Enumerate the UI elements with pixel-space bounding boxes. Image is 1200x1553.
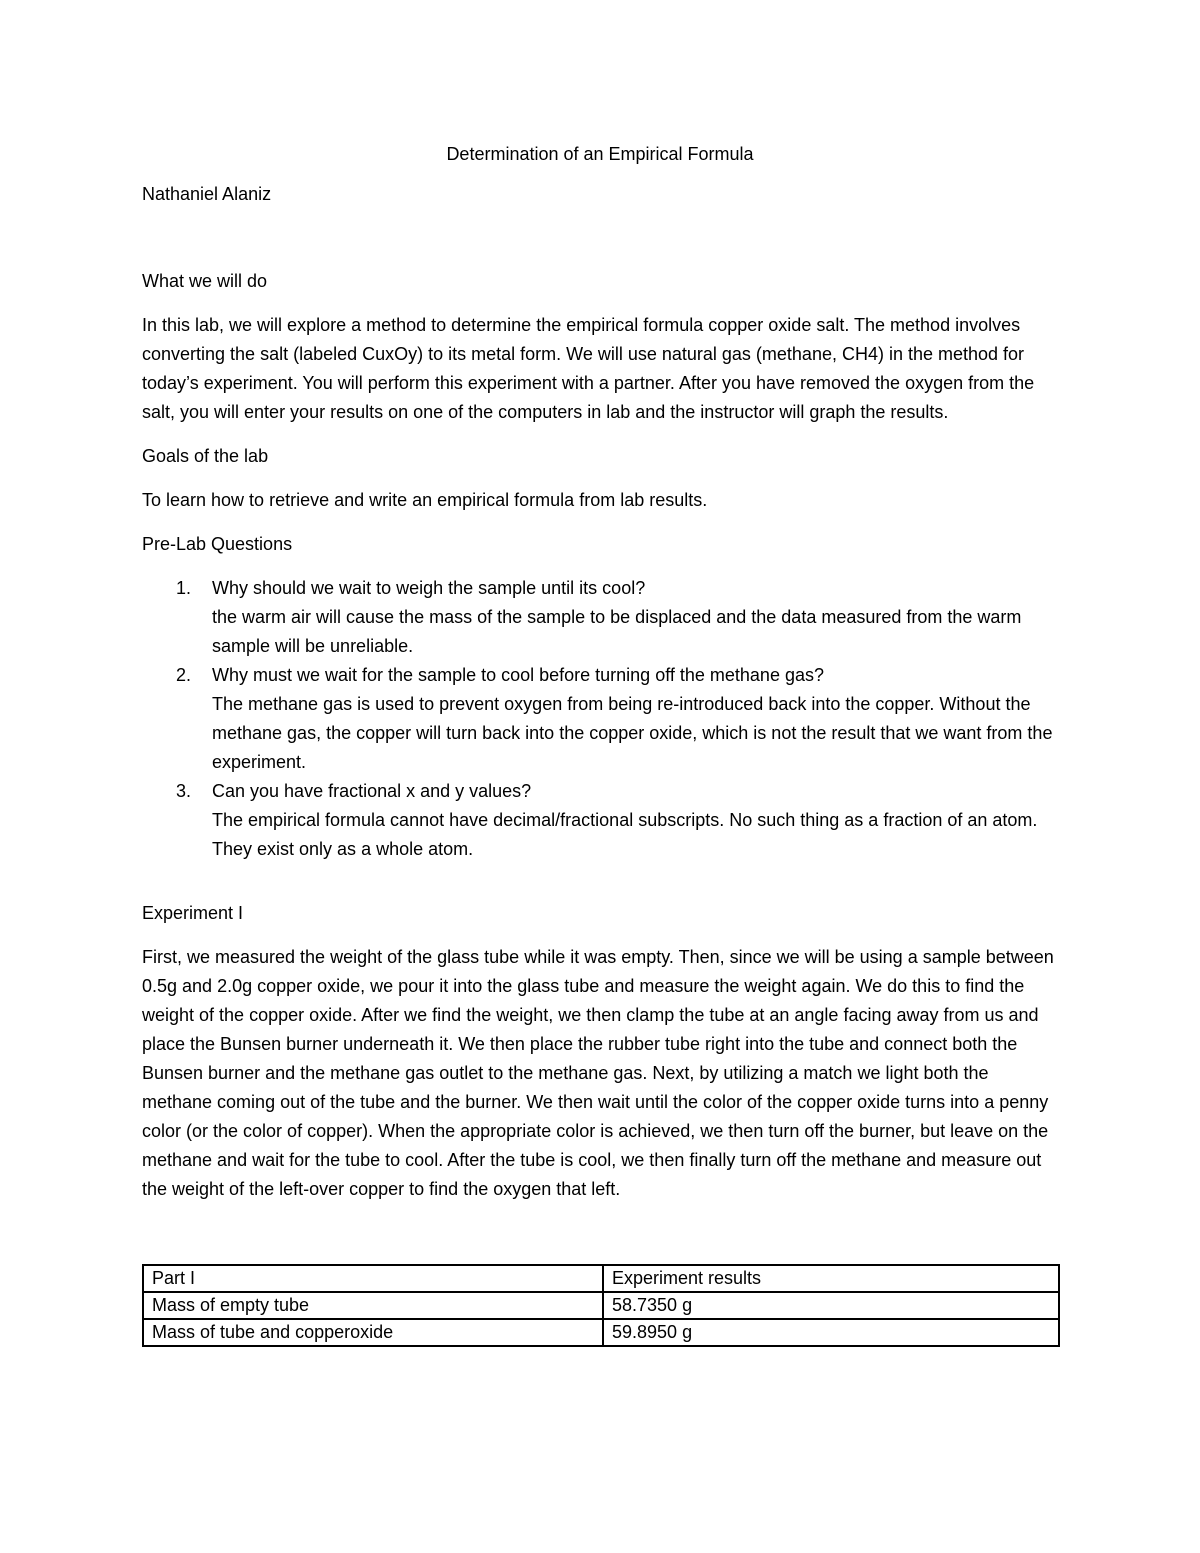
table-cell: Mass of tube and copperoxide	[143, 1319, 603, 1346]
list-item	[142, 574, 1058, 661]
table-cell: Mass of empty tube	[143, 1292, 603, 1319]
question-text: Can you have fractional x and y values?	[212, 781, 532, 801]
experiment-body: First, we measured the weight of the glass tube while it was empty. Then, since we will be using a sample between 0.5g and 2.0g copper oxide, we pour it into the glass tube and measure the weight again. We do this to find the weight of the copper oxide. After we find the weight, we then clamp the tube at an angle facing away from us and place the Bunsen burner underneath it. We then place the rubber tube right into the tube and connect both the Bunsen burner and the methane gas outlet to the methane gas. Next, by utilizing a match we light both the methane coming out of the tube and the burner. We then wait until the color of the copper oxide turns into a penny color (or the color of copper). When the appropriate color is achieved, we then turn off the burner, but leave on the methane and wait for the tube to cool. After the tube is cool, we then finally turn off the methane and measure out the weight of the left-over copper to find the oxygen that left.	[142, 947, 1054, 1199]
what-body: In this lab, we will explore a method to determine the empirical formula copper oxide salt. The method involves converting the salt (labeled CuxOy) to its metal form. We will use natural gas (methane, CH4) in the method for today’s experiment. You will perform this experiment with a partner. After you have removed the oxygen from the salt, you will enter your results on one of the computers in lab and the instructor will graph the results.	[142, 315, 1035, 422]
answer-text: The empirical formula cannot have decimal/fractional subscripts. No such thing as a fraction of an atom. They exist only as a whole atom.	[212, 810, 1038, 859]
what-heading: What we will do	[142, 271, 268, 291]
document-title: Determination of an Empirical Formula	[446, 144, 754, 164]
table-header-cell: Part I	[143, 1265, 603, 1292]
table-row	[143, 1319, 1059, 1346]
results-table	[142, 1264, 1060, 1347]
list-item	[142, 777, 1058, 864]
question-number: 3.	[176, 781, 192, 801]
answer-text: The methane gas is used to prevent oxygen from being re-introduced back into the copper. Without the methane gas, the copper will turn back into the copper oxide, which is not the result that we want from the experiment.	[212, 694, 1053, 772]
table-header-cell: Experiment results	[603, 1265, 1059, 1292]
prelab-heading: Pre-Lab Questions	[142, 534, 293, 554]
question-text: Why should we wait to weigh the sample until its cool?	[212, 578, 646, 598]
prelab-question-list	[142, 574, 1058, 864]
experiment-heading: Experiment I	[142, 903, 244, 923]
question-text: Why must we wait for the sample to cool before turning off the methane gas?	[212, 665, 824, 685]
document-content	[142, 140, 1058, 1347]
author-name: Nathaniel Alaniz	[142, 184, 272, 204]
question-number: 1.	[176, 578, 192, 598]
table-row	[143, 1292, 1059, 1319]
table-cell: 59.8950 g	[603, 1319, 1059, 1346]
list-item	[142, 661, 1058, 777]
goals-heading: Goals of the lab	[142, 446, 269, 466]
table-header-row	[143, 1265, 1059, 1292]
table-cell: 58.7350 g	[603, 1292, 1059, 1319]
question-number: 2.	[176, 665, 192, 685]
goals-body: To learn how to retrieve and write an empirical formula from lab results.	[142, 490, 708, 510]
answer-text: the warm air will cause the mass of the sample to be displaced and the data measured from the warm sample will be unreliable.	[212, 607, 1022, 656]
